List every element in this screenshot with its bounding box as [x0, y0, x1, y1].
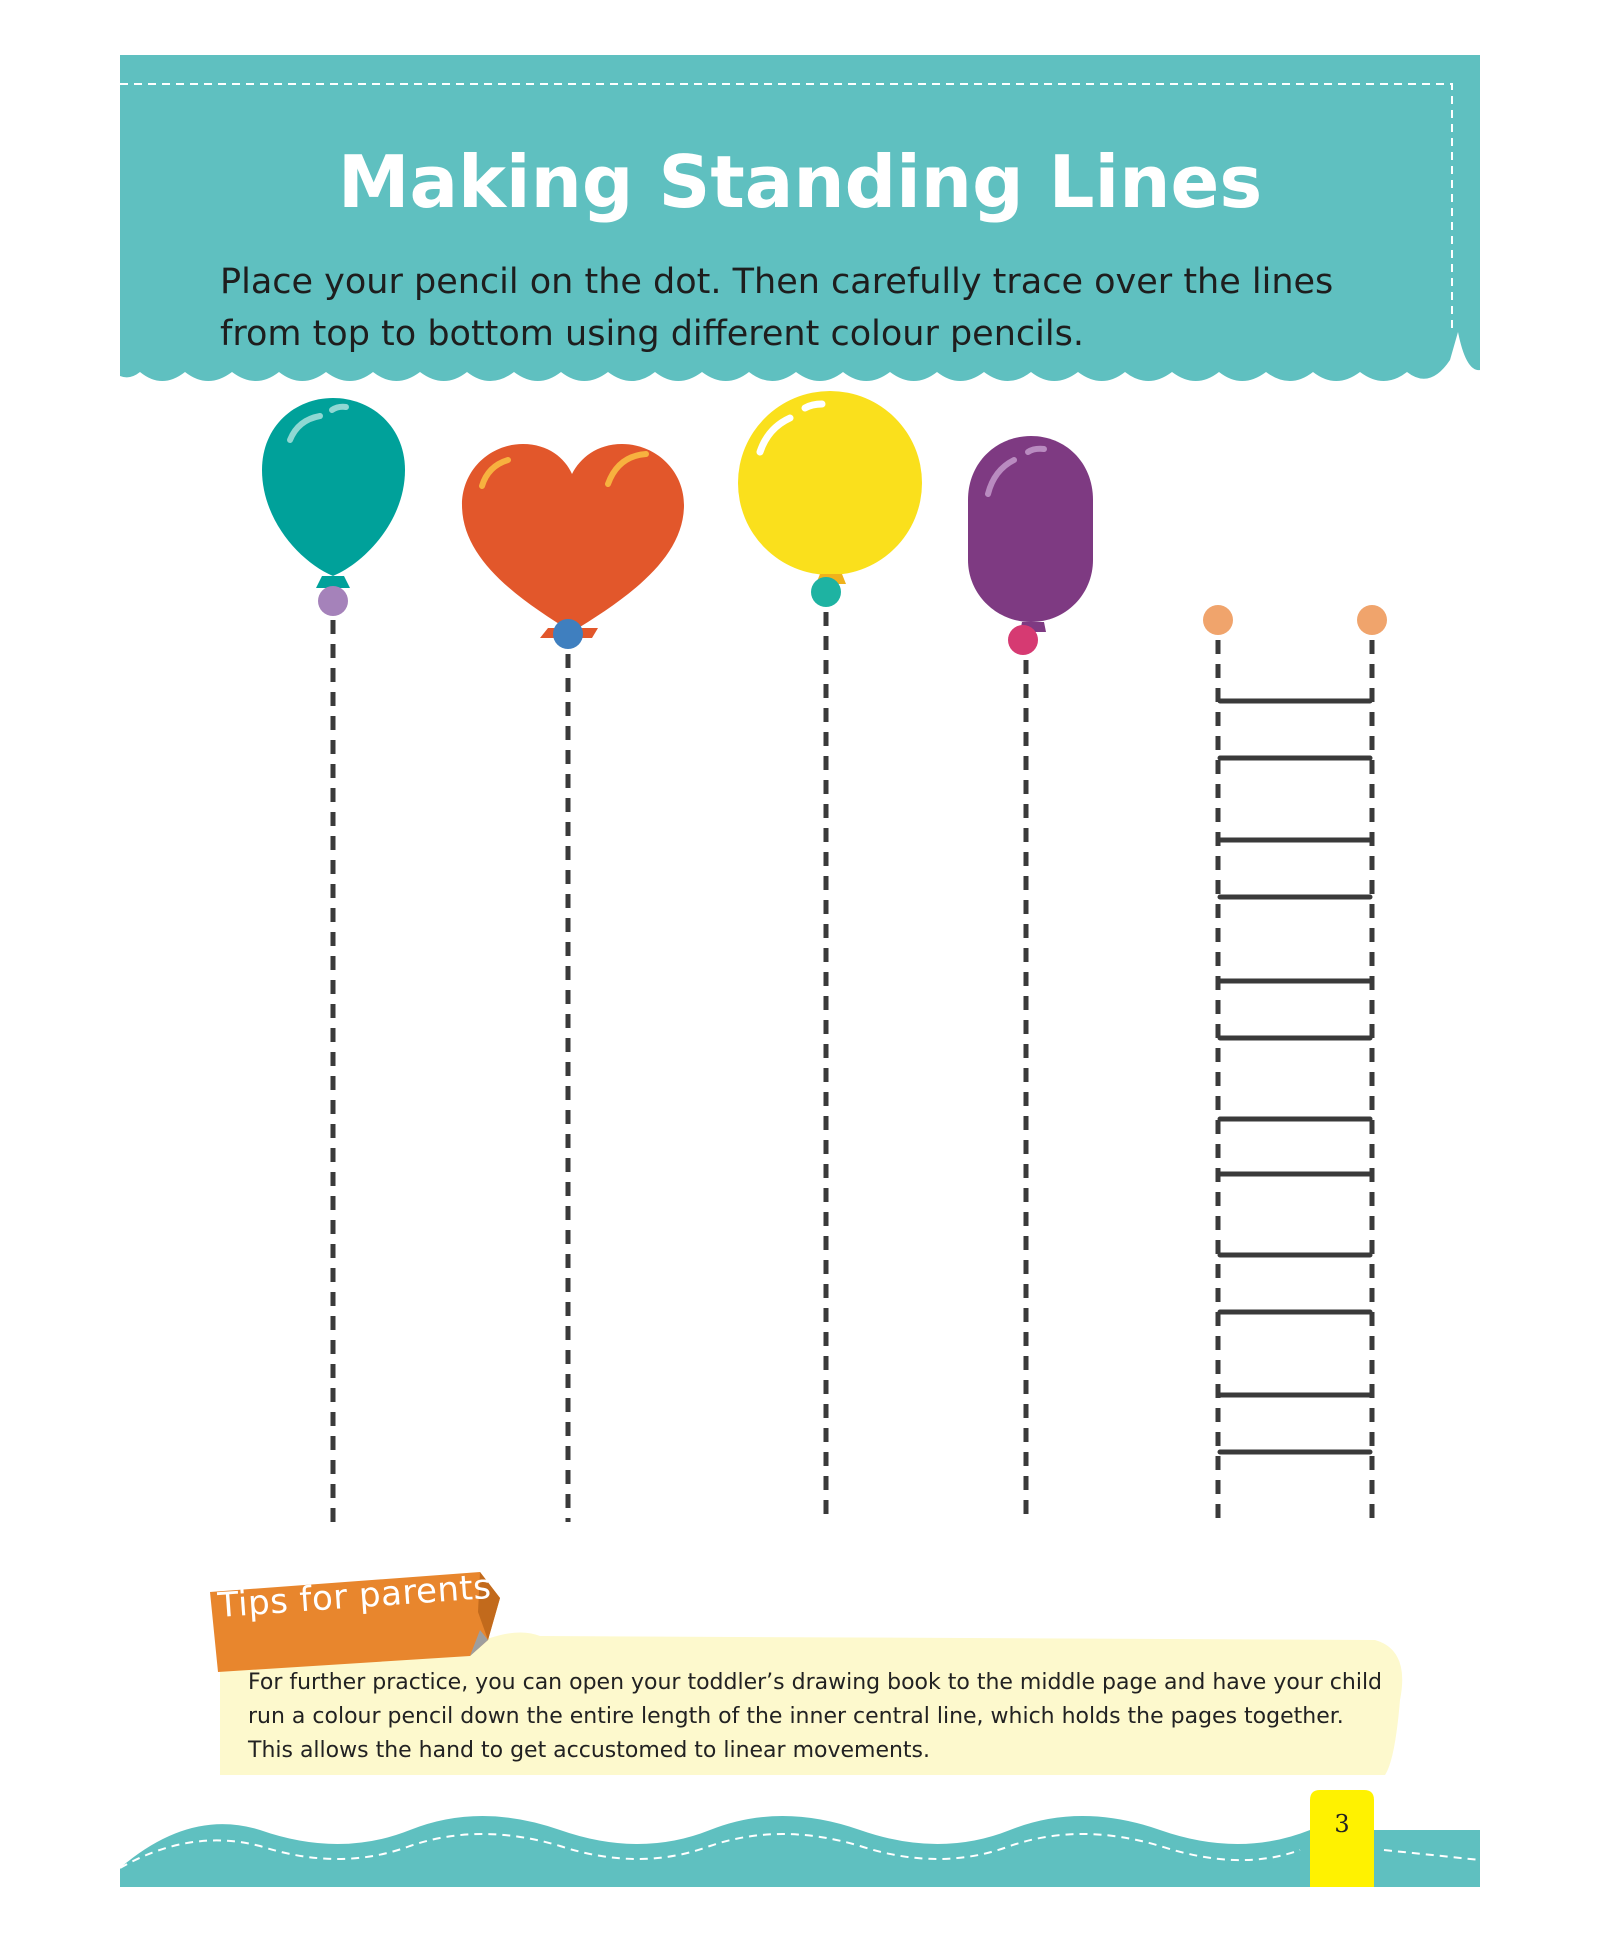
start-dot-5b[interactable]	[1357, 605, 1387, 635]
teal-balloon	[262, 398, 405, 588]
page-title: Making Standing Lines	[337, 140, 1263, 224]
start-dot-3[interactable]	[811, 577, 841, 607]
start-dot-2[interactable]	[553, 619, 583, 649]
start-dot-5a[interactable]	[1203, 605, 1233, 635]
footer-band	[120, 1816, 1480, 1887]
page-number-tab	[1310, 1790, 1374, 1887]
page-number: 3	[1334, 1810, 1350, 1838]
yellow-balloon	[738, 391, 922, 584]
tips-text: For further practice, you can open your toddler’s drawing book to the middle page and have your child run a colour pencil down the entire length of the inner central line, which holds the pages together. This allows the hand to get accustomed to linear movements.	[248, 1670, 1383, 1763]
tips-label: Tips for parents	[216, 1566, 493, 1626]
purple-balloon	[968, 436, 1093, 632]
instructions: Place your pencil on the dot. Then carefully trace over the lines from top to bottom using different colour pencils.	[220, 262, 1334, 354]
heart-balloon	[462, 444, 684, 638]
start-dot-4[interactable]	[1008, 625, 1038, 655]
start-dot-1[interactable]	[318, 586, 348, 616]
ladder	[1203, 605, 1387, 1522]
